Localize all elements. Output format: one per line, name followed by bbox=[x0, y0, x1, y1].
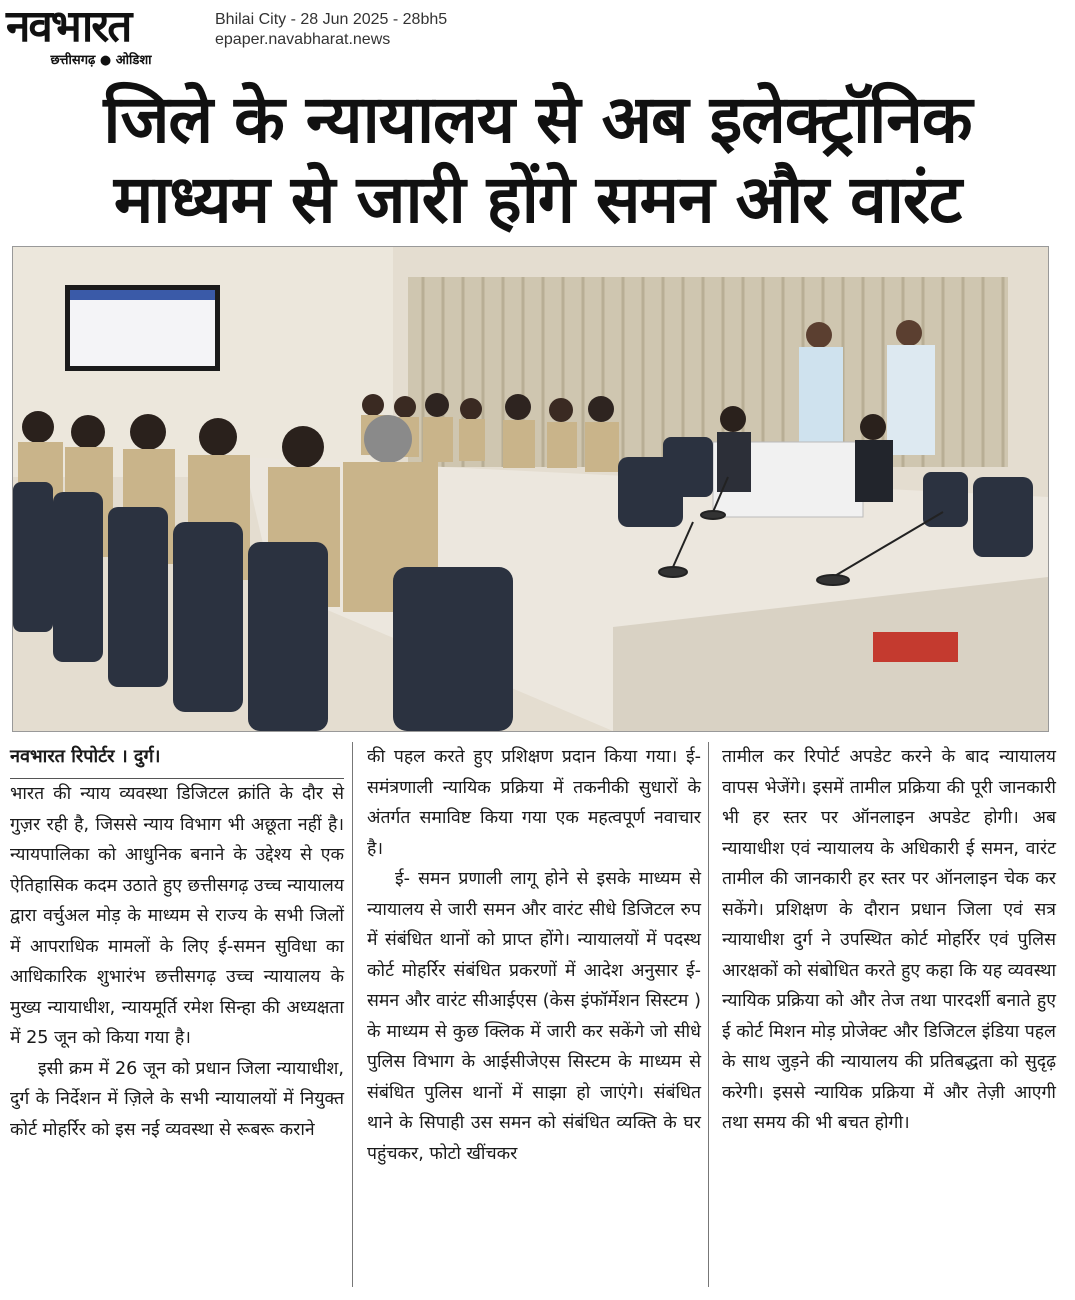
article-paragraph: ई- समन प्रणाली लागू होने से इसके माध्यम से न्यायालय से जारी समन और वारंट सीधे डिजिटल रुप में संबंधित थानों को प्राप्त होंगे। न्यायालयों में पदस्थ कोर्ट मोहर्रिर संबंधित प्रकरणों में आदेश अनुसार ई- समन और वारंट सीआईएस (केस इंफॉर्मेशन सिस्टम ) के माध्यम से कुछ क्लिक में जारी कर सकेंगे जो सीधे पुलिस विभाग के आईसीजेएस सिस्टम के माध्यम से संबंधित पुलिस थानों में साझा हो जाएंगे। संबंधित थाने के सिपाही उस समन को संबंधित व्यक्ति के घर पहुंचकर, फोटो खींचकर bbox=[367, 869, 701, 1164]
photo-tv-screen bbox=[65, 285, 220, 371]
article-column-1 bbox=[10, 742, 344, 1145]
article-paragraph: भारत की न्याय व्यवस्था डिजिटल क्रांति के दौर से गुज़र रही है, जिससे न्याय विभाग भी अछूता नहीं है। न्यायपालिका को आधुनिक बनाने के उद्देश्य से एक ऐतिहासिक कदम उठाते हुए छत्तीसगढ़ उच्च न्यायालय द्वारा वर्चुअल मोड़ के माध्यम से राज्य के सभी जिलों में आपराधिक मामलों के लिए ई-समन सुविधा का आधिकारिक शुभारंभ छत्तीसगढ़ उच्च न्यायालय के मुख्य न्यायाधीश, न्यायमूर्ति रमेश सिन्हा की अध्यक्षता में 25 जून को किया गया है। bbox=[10, 784, 344, 1048]
edition-line: Bhilai City - 28 Jun 2025 - 28bh5 bbox=[215, 11, 448, 28]
news-photo bbox=[12, 246, 1049, 732]
headline-line-2: माध्यम से जारी होंगे समन और वारंट bbox=[113, 161, 962, 238]
logo-text: नवभारत bbox=[6, 1, 131, 52]
byline: नवभारत रिपोर्टर । दुर्ग। bbox=[10, 742, 344, 779]
column-divider bbox=[708, 742, 709, 1287]
article-paragraph: इसी क्रम में 26 जून को प्रधान जिला न्यायाधीश, दुर्ग के निर्देशन में ज़िले के सभी न्यायालयों में नियुक्त कोर्ट मोहर्रिर को इस नई व्यवस्था से रूबरू कराने bbox=[10, 1058, 344, 1140]
headline-line-1: जिले के न्यायालय से अब इलेक्ट्रॉनिक bbox=[103, 81, 972, 158]
article-paragraph: तामील कर रिपोर्ट अपडेट करने के बाद न्यायालय वापस भेजेंगे। इसमें तामील प्रक्रिया की पूरी जानकारी भी हर स्तर पर ऑनलाइन अपडेट होगी। अब न्यायाधीश एवं न्यायालय के अधिकारी ई समन, वारंट तामील की जानकारी हर स्तर पर ऑनलाइन चेक कर सकेंगे। प्रशिक्षण के दौरान प्रधान जिला एवं सत्र न्यायाधीश दुर्ग ने उपस्थित कोर्ट मोहर्रिर एवं पुलिस आरक्षकों को संबोधित करते हुए कहा कि यह व्यवस्था न्यायिक प्रक्रिया को और तेज तथा पारदर्शी बनाते हुए ई कोर्ट मिशन मोड़ प्रोजेक्ट और डिजिटल इंडिया पहल के साथ जुड़ने की न्यायालय की प्रतिबद्धता को सुदृढ़ करेगी। इससे न्यायिक प्रक्रिया में और तेज़ी आएगी तथा समय की भी बचत होगी। bbox=[722, 747, 1056, 1133]
article-paragraph: की पहल करते हुए प्रशिक्षण प्रदान किया गया। ई- समंत्रणाली न्यायिक प्रक्रिया में तकनीकी सुधारों के अंतर्गत समाविष्ट किया गया एक महत्वपूर्ण नवाचार है। bbox=[367, 747, 701, 859]
column-divider bbox=[352, 742, 353, 1287]
logo-subtitle: छत्तीसगढ़ ● ओडिशा bbox=[50, 53, 152, 68]
newspaper-logo bbox=[6, 1, 196, 68]
training-session-photo bbox=[13, 247, 1048, 731]
edition-info bbox=[215, 10, 447, 50]
headline bbox=[0, 80, 1075, 240]
article-column-3 bbox=[722, 742, 1056, 1139]
article-column-2 bbox=[367, 742, 701, 1169]
masthead bbox=[0, 0, 1075, 70]
website-link[interactable]: epaper.navabharat.news bbox=[215, 31, 391, 48]
